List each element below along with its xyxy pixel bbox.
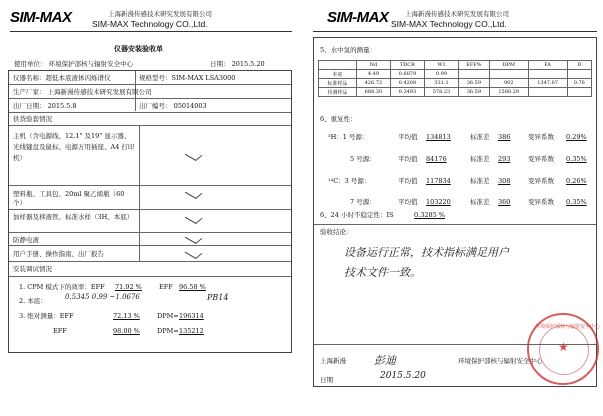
row-divider: [9, 98, 291, 99]
list-item: [314, 198, 598, 208]
table-cell: 578.23: [424, 88, 458, 97]
table-header: EFF%: [459, 61, 490, 70]
seal-text: 环境保护部核与辐射安全中心: [535, 324, 601, 330]
cv-label: 变异系数: [528, 177, 554, 185]
abs-eff-label-2: EFF: [53, 327, 67, 335]
header-divider: [313, 31, 597, 32]
row-divider: [9, 245, 291, 246]
supplier-name: 上海新漫: [320, 357, 346, 365]
list-item: [314, 133, 598, 143]
table-cell: 688.30: [356, 88, 390, 97]
company-name-en: SIM-MAX Technology CO.,Ltd.: [391, 19, 507, 29]
cv-value: 0.26%: [566, 177, 587, 185]
debug-section-title: 安装调试情况: [13, 265, 52, 273]
company-name-cn: 上海新漫传感技术研究发展有限公司: [108, 10, 212, 18]
footer-date-label: 日期: [320, 376, 333, 384]
instability-value: 0.3285 %: [414, 211, 445, 219]
checkmark-icon: [185, 232, 203, 244]
mean-value: 134813: [426, 133, 451, 141]
mean-label: 平均值: [398, 198, 418, 206]
footer-date-handwritten: 2015.5.20: [380, 371, 426, 381]
company-name-en: SIM-MAX Technology CO.,Ltd.: [92, 19, 208, 29]
cpm-eff-label: 1. CPM 模式下的效率：EFF: [19, 283, 105, 291]
row-divider: [9, 261, 291, 262]
table-row: [319, 61, 592, 70]
table-cell: 36.59: [459, 88, 490, 97]
background-label: 2. 本底：: [19, 297, 47, 305]
checkmark-icon: [185, 247, 203, 259]
cv-label: 变异系数: [528, 133, 554, 141]
supply-item-antistatic: 防静电液: [13, 236, 39, 244]
std-label: 标准差: [470, 177, 490, 185]
std-value: 293: [498, 155, 511, 163]
mean-label: 平均值: [398, 155, 418, 163]
instability-label: 6、24 小时不稳定性：IS: [320, 211, 394, 219]
std-value: 386: [498, 133, 511, 141]
water-tritium-table: [318, 60, 592, 97]
table-header: D: [567, 61, 591, 70]
supply-item-host: 主机（含电源线、12.1" 及19" 显示器、光线键盘及鼠标、电源万用插座、A4 打印机）: [13, 132, 135, 162]
checkmark-icon: [185, 212, 203, 224]
supply-item-bottles: 塑料瓶、工具包、20ml 聚乙烯瓶（60 个）: [13, 190, 125, 207]
table-row: [319, 70, 592, 79]
manufacturer: 生产厂家： 上海新漫传感技术研究发展有限公司: [13, 88, 152, 96]
supply-section-title: 供货验套情况: [13, 115, 52, 123]
mean-label: 平均值: [398, 177, 418, 185]
conclusion-label: 验收结论：: [320, 228, 353, 236]
checkmark-icon: [185, 187, 203, 199]
table-cell: 本底: [319, 70, 357, 79]
table-cell: [567, 88, 591, 97]
sim-max-logo: SIM-MAX: [10, 9, 72, 26]
seal-star-icon: ★: [558, 340, 569, 354]
checkmark-icon: [185, 149, 203, 161]
table-cell: 标准样品: [319, 79, 357, 88]
table-cell: 4.49: [356, 70, 390, 79]
std-value: 360: [498, 198, 511, 206]
dpm-value-1: 196314: [179, 312, 204, 320]
background-signature: PB14: [207, 293, 229, 302]
row-divider: [9, 232, 291, 233]
cpm-eff-value-1: 71.92 %: [115, 283, 142, 291]
table-header: DPM: [489, 61, 528, 70]
mean-value: 84176: [426, 155, 447, 163]
background-handwritten: 0.5345 0.99 ~1.0676: [65, 293, 140, 301]
row-divider: [9, 112, 291, 113]
sim-max-logo: SIM-MAX: [327, 9, 389, 26]
source-label: 5 号源：: [350, 155, 376, 163]
table-cell: 0.76: [567, 79, 591, 88]
water-section-title: 5、水中氚的测量：: [320, 46, 377, 54]
table-row: [319, 79, 592, 88]
table-cell: 902: [489, 79, 528, 88]
acceptance-form-left: [2, 3, 298, 413]
company-name-cn: 上海新漫传感技术研究发展有限公司: [405, 10, 509, 18]
table-cell: [567, 70, 591, 79]
table-cell: 0.6079: [390, 70, 424, 79]
acceptance-form-right: [305, 3, 601, 413]
official-seal-stamp: [527, 313, 599, 385]
conclusion-handwritten-1: 设备运行正常，技术指标满足用户: [344, 246, 509, 259]
abs-eff-value-2: 98.00 %: [113, 327, 140, 335]
source-label: 7 号源：: [350, 198, 376, 206]
table-cell: 1580.29: [489, 88, 528, 97]
row-divider: [9, 185, 291, 186]
list-item: [314, 177, 598, 187]
user-unit: 使用单位： 环境保护部核与辐射安全中心: [14, 60, 134, 68]
table-cell: [528, 88, 567, 97]
table-cell: 36.59: [459, 79, 490, 88]
mean-value: 117834: [426, 177, 451, 185]
table-cell: [528, 70, 567, 79]
mean-value: 103220: [426, 198, 451, 206]
serial-number: 出厂编号： 05014003: [139, 102, 207, 110]
table-header: [319, 61, 357, 70]
supplier-signature: 彭迪: [374, 354, 396, 367]
table-cell: 0.3493: [390, 88, 424, 97]
supply-item-manuals: 用户手册、操作指南、出厂报告: [13, 250, 104, 258]
abs-eff-value-1: 72.13 %: [113, 312, 140, 320]
std-value: 308: [498, 177, 511, 185]
form-title: 仪器安装验收单: [114, 44, 163, 53]
cv-value: 0.35%: [566, 155, 587, 163]
table-cell: 331.1: [424, 79, 458, 88]
cv-label: 变异系数: [528, 155, 554, 163]
spec-model: 规格型号：SIM-MAX LSA3000: [139, 74, 236, 82]
cpm-eff-value-2: 96.58 %: [179, 283, 206, 291]
recipient-name: 环境保护部核与辐射安全中心: [458, 357, 543, 365]
std-label: 标准差: [470, 155, 490, 163]
table-header: Nd: [356, 61, 390, 70]
table-cell: 0.99: [424, 70, 458, 79]
source-label: ³H：1 号源：: [328, 133, 369, 141]
table-cell: 426.72: [356, 79, 390, 88]
cv-label: 变异系数: [528, 198, 554, 206]
std-label: 标准差: [470, 198, 490, 206]
mean-label: 平均值: [398, 133, 418, 141]
repeatability-title: 6、重复性：: [320, 115, 357, 123]
table-cell: 0.4208: [390, 79, 424, 88]
row-divider: [9, 276, 291, 277]
table-cell: 1347.07: [528, 79, 567, 88]
instrument-name: 仪器名称：超低本底液体闪烁谱仪: [13, 74, 111, 82]
section-divider: [314, 224, 596, 225]
table-cell: [459, 70, 490, 79]
col-divider: [139, 126, 140, 261]
row-divider: [9, 125, 291, 126]
table-header: FA: [528, 61, 567, 70]
abs-measure-label: 3. 绝对测量：EFF: [19, 312, 74, 320]
table-cell: 待测样品: [319, 88, 357, 97]
cv-value: 0.35%: [566, 198, 587, 206]
list-item: [314, 155, 598, 165]
table-cell: [489, 70, 528, 79]
std-label: 标准差: [470, 133, 490, 141]
dpm-value-2: 135212: [179, 327, 204, 335]
source-label: ¹⁴C：3 号源：: [328, 177, 371, 185]
row-divider: [9, 209, 291, 210]
header-divider: [10, 31, 292, 32]
table-header: TDCR: [390, 61, 424, 70]
cv-value: 0.29%: [566, 133, 587, 141]
conclusion-handwritten-2: 技术文件一致。: [344, 266, 421, 279]
form-date: 日期： 2015.5.20: [210, 60, 265, 68]
table-row: [319, 88, 592, 97]
table-header: W1: [424, 61, 458, 70]
factory-date: 出厂日期： 2015.5.8: [13, 102, 77, 110]
info-table: 仪器名称：超低本底液体闪烁谱仪 规格型号：SIM-MAX LSA3000 生产厂家： 上海新漫传感技术研究发展有限公司 出厂日期： 2015.5.8 出厂编号： 05014003 供货验套情况 主机（含电源线、12.1" 及19" 显示器、光线键盘及鼠标、电源万用插座、A4 打印机） 塑料瓶、工具包、20ml 聚乙烯瓶（60 个） 加样器及移液管、标准水样（3H、本底） 防静电液 用户手册、操作指南、出厂报告 安装调试情况 1. CPM 模式下的效率：EFF 71.92 % EFF 96.58 % 2. 本底： 0.5345 0.99 ~1.0676 PB14 3. 绝对测量：EFF 72.13 % DPM= 196314 EFF 98.00 % DPM= 135212: [8, 70, 292, 353]
supply-item-pipettes: 加样器及移液管、标准水样（3H、本底）: [13, 213, 134, 221]
row-divider: [9, 84, 291, 85]
